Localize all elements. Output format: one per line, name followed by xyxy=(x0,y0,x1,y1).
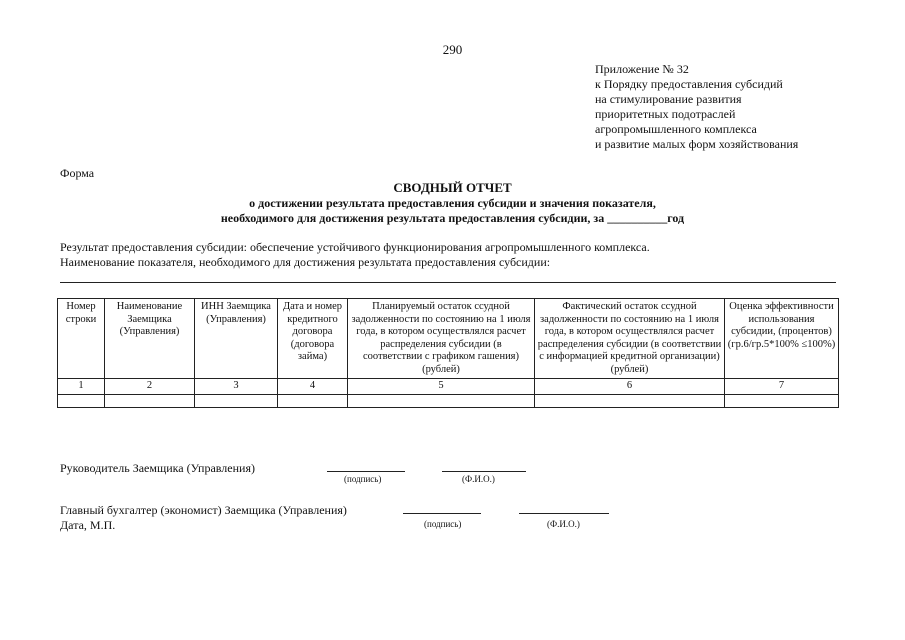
annex-line: на стимулирование развития xyxy=(595,92,742,106)
title-line-1: о достижении результата предоставления субсидии и значения показателя, xyxy=(249,196,656,210)
header-actual-balance: Фактический остаток ссудной задолженности по состоянию на 1 июля года, в котором осуществлялся расчет распределения субсидии (в соответствии с информацией кредитной организации) (рублей) xyxy=(535,299,725,379)
accountant-name-line[interactable] xyxy=(519,513,609,514)
head-name-caption: (Ф.И.О.) xyxy=(462,474,495,484)
head-signature-line[interactable] xyxy=(327,471,405,472)
indicator-text: Наименование показателя, необходимого для достижения результата предоставления субсидии: xyxy=(60,255,551,269)
table-row xyxy=(58,394,839,407)
annex-line: приоритетных подотраслей xyxy=(595,107,736,121)
accountant-signature-label: Главный бухгалтер (экономист) Заемщика (Управления) xyxy=(60,503,347,517)
accountant-name-caption: (Ф.И.О.) xyxy=(547,519,580,529)
table-cell[interactable] xyxy=(278,394,348,407)
document-title xyxy=(0,180,905,226)
header-efficiency: Оценка эффективности использования субсидии, (процентов) (гр.6/гр.5*100% ≤100%) xyxy=(725,299,839,379)
report-table xyxy=(57,298,839,408)
table-cell[interactable] xyxy=(195,394,278,407)
annex-line: агропромышленного комплекса xyxy=(595,122,757,136)
column-number: 6 xyxy=(535,379,725,395)
accountant-sign-caption: (подпись) xyxy=(424,519,462,529)
header-row-number: Номер строки xyxy=(58,299,105,379)
annex-line: и развитие малых форм хозяйствования xyxy=(595,137,799,151)
title-line-2: необходимого для достижения результата предоставления субсидии, за __________год xyxy=(220,211,685,225)
head-signature-label: Руководитель Заемщика (Управления) xyxy=(60,461,255,475)
column-number: 1 xyxy=(58,379,105,395)
table-cell[interactable] xyxy=(535,394,725,407)
header-borrower-name: Наименование Заемщика (Управления) xyxy=(105,299,195,379)
table-cell[interactable] xyxy=(348,394,535,407)
result-block xyxy=(60,240,650,270)
header-planned-balance: Планируемый остаток ссудной задолженности по состоянию на 1 июля года, в котором осуществлялся расчет распределения субсидии (в соответствии с графиком гашения) (рублей) xyxy=(348,299,535,379)
annex-line: Приложение № 32 xyxy=(595,62,689,76)
table-cell[interactable] xyxy=(725,394,839,407)
date-stamp-label: Дата, М.П. xyxy=(60,518,116,532)
annex-block xyxy=(595,62,798,152)
head-name-line[interactable] xyxy=(442,471,526,472)
header-contract: Дата и номер кредитного договора (договора займа) xyxy=(278,299,348,379)
header-inn: ИНН Заемщика (Управления) xyxy=(195,299,278,379)
result-text: Результат предоставления субсидии: обеспечение устойчивого функционирования агропромышленного комплекса. xyxy=(60,240,650,254)
indicator-underline xyxy=(60,282,836,283)
column-number: 5 xyxy=(348,379,535,395)
column-number-row xyxy=(58,379,839,395)
table-header-row xyxy=(58,299,839,379)
column-number: 4 xyxy=(278,379,348,395)
accountant-signature-line[interactable] xyxy=(403,513,481,514)
table-cell[interactable] xyxy=(105,394,195,407)
form-label: Форма xyxy=(60,166,95,180)
column-number: 7 xyxy=(725,379,839,395)
table-cell[interactable] xyxy=(58,394,105,407)
column-number: 2 xyxy=(105,379,195,395)
title-main: СВОДНЫЙ ОТЧЕТ xyxy=(393,180,512,195)
page-number: 290 xyxy=(442,42,463,57)
head-sign-caption: (подпись) xyxy=(344,474,382,484)
column-number: 3 xyxy=(195,379,278,395)
annex-line: к Порядку предоставления субсидий xyxy=(595,77,783,91)
